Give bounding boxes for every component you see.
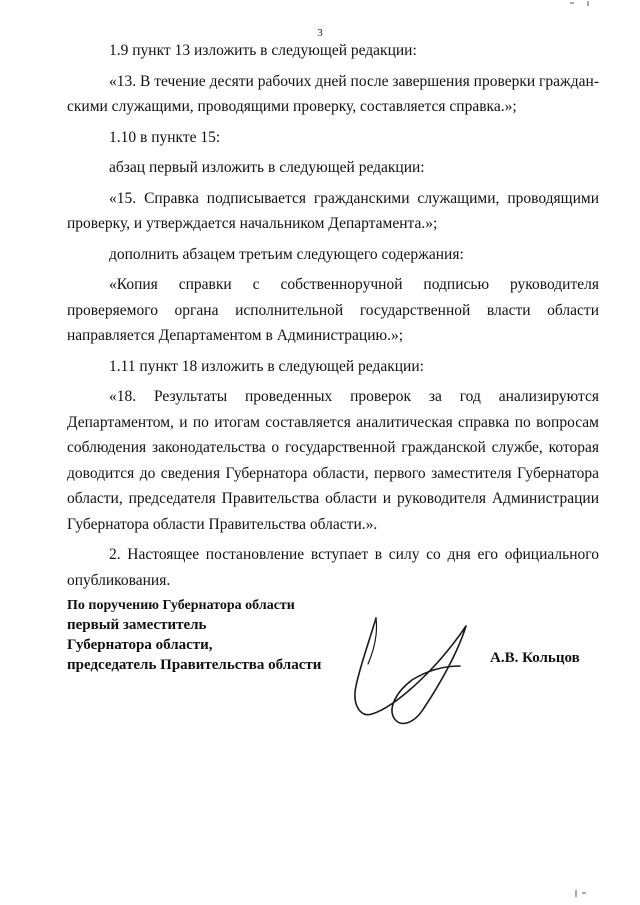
paragraph: 1.9 пункт 13 изложить в следующей редакции: [109, 42, 417, 59]
signatory-position-line1: первый заместитель [67, 617, 207, 633]
paragraph: 1.10 в пункте 15: [109, 128, 221, 146]
paragraph: абзац первый изложить в следующей редакции: [109, 159, 425, 176]
paragraph: дополнить абзацем третьим следующего содержания: [109, 245, 464, 263]
document-body [67, 38, 599, 598]
paragraph: «Копия справки с собственноручной подписью руководителя проверяемого органа исполнительной государственной власти области направляется Департаментом в Администрацию.»; [67, 276, 599, 344]
signatory-position-line3: председатель Правительства области [67, 657, 322, 673]
signer-name: А.В. Кольцов [490, 650, 580, 666]
paragraph: 1.11 пункт 18 изложить в следующей редакции: [109, 357, 424, 375]
signatory-authority: По поручению Губернатора области [67, 598, 295, 613]
paragraph: 2. Настоящее постановление вступает в силу со дня его официального опубликования. [67, 546, 599, 589]
signatory-position-line2: Губернатора области, [67, 637, 213, 653]
paragraph: «18. Результаты проведенных проверок за год анализируются Департаментом, и по итогам составляется аналитическая справка по вопросам соблюдения законодательства о государственной гражданской службе, которая доводится до сведения Губернатора области, первого заместителя Губернатора области, председателя Правительства области и руководителя Администрации Губернатора области Правительства области.». [67, 388, 599, 533]
scan-mark [568, 888, 590, 900]
paragraph: «13. В течение десяти рабочих дней после завершения проверки гражданскими служащими, проводящими проверку, составляется справка.»; [67, 72, 599, 115]
paragraph: «15. Справка подписывается гражданскими служащими, проводящими проверку, и утверждается начальником Департамента.»; [67, 189, 599, 232]
handwritten-signature [340, 604, 480, 734]
scan-mark [568, 0, 594, 8]
page-number: 3 [317, 27, 323, 39]
